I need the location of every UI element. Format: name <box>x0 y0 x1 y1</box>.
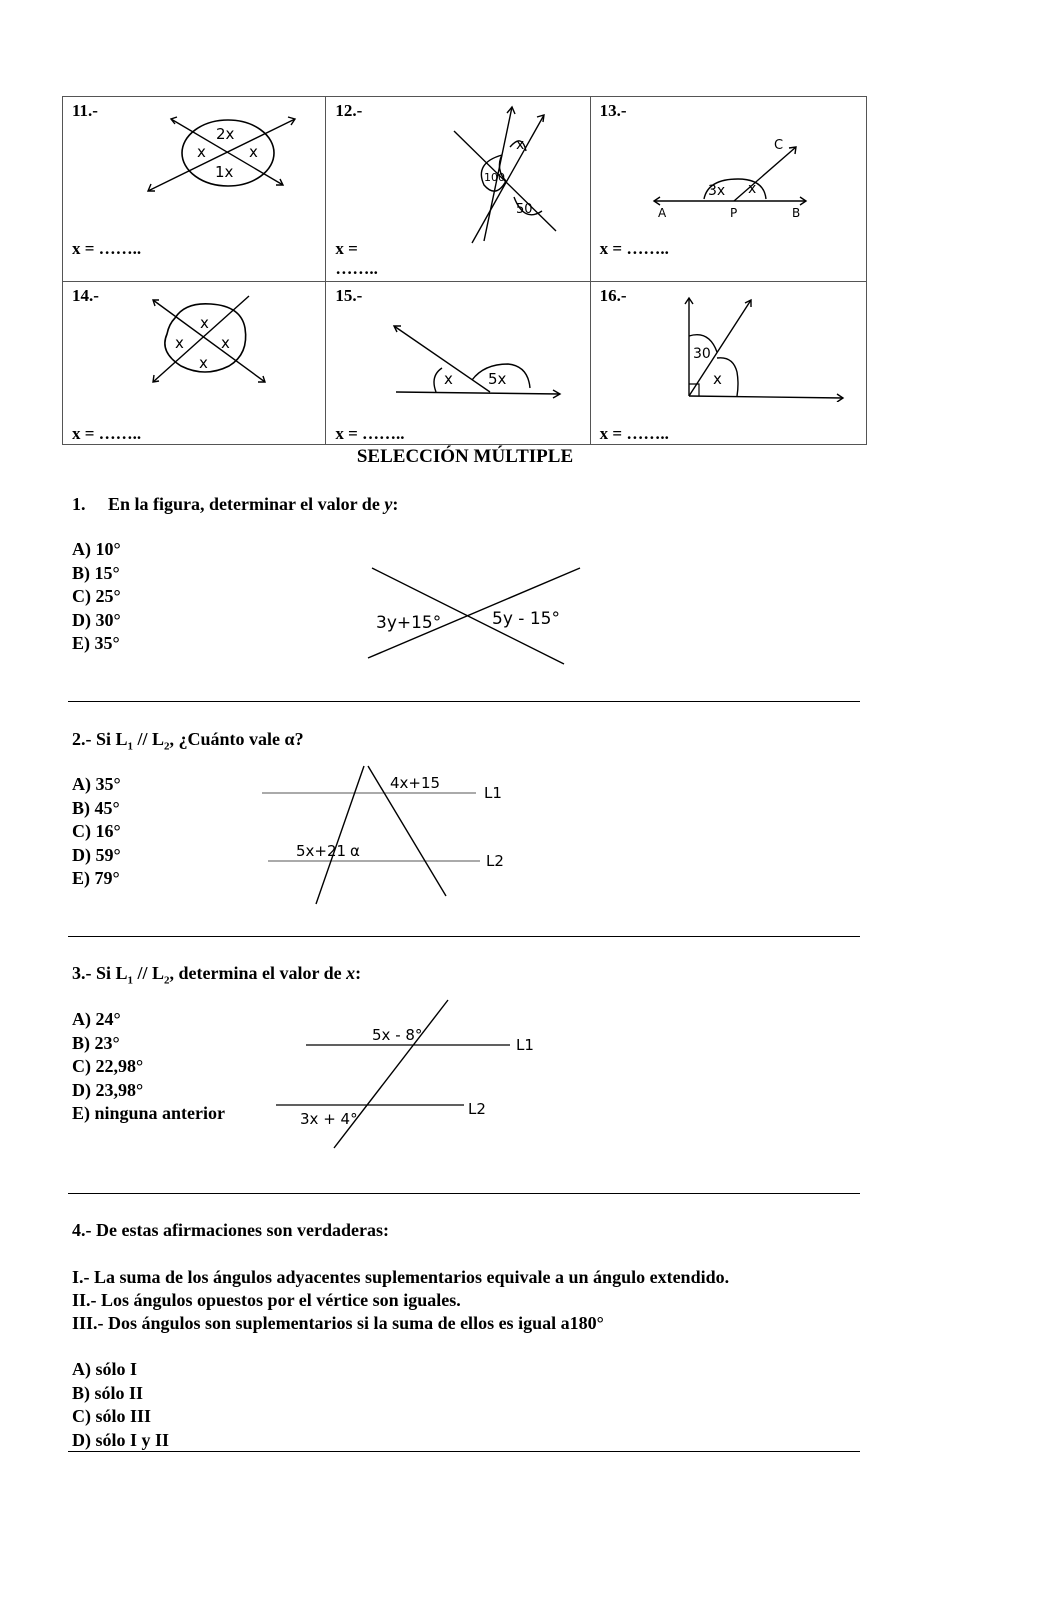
question-text: // L <box>133 729 165 749</box>
question-text: En la figura, determinar el valor de <box>108 494 385 514</box>
option: A) 35° <box>72 774 121 794</box>
subscript: 2 <box>164 974 170 987</box>
question-text: 2.- Si L <box>72 729 128 749</box>
angle-label: 4x+15 <box>390 774 441 792</box>
question-4-title: 4.- De estas afirmaciones son verdaderas: <box>72 1220 389 1240</box>
exercise-grid <box>62 96 867 445</box>
statement: II.- Los ángulos opuestos por el vértice son iguales. <box>72 1290 461 1310</box>
exercise-cell-12 <box>326 97 590 282</box>
line-label: L1 <box>484 784 502 802</box>
line-label: L2 <box>486 852 504 870</box>
answer-blank: x = …….. <box>599 239 669 258</box>
figure-three-lines-12 <box>444 103 564 248</box>
point-label: B <box>791 206 800 220</box>
question-variable: x <box>346 963 356 983</box>
question-2 <box>72 729 304 753</box>
answer-blank: x = …….. <box>599 424 669 443</box>
question-3 <box>72 963 361 987</box>
figure-q3-parallel-lines <box>270 994 550 1154</box>
angle-label: x <box>221 334 230 352</box>
exercise-number: 13.- <box>599 101 627 120</box>
figure-q2-parallel-lines <box>258 762 528 912</box>
option: B) sólo II <box>72 1382 144 1403</box>
angle-label: α <box>350 842 360 860</box>
statement: I.- La suma de los ángulos adyacentes suplementarios equivale a un ángulo extendido. <box>72 1267 730 1287</box>
figure-crossing-lines-14 <box>145 290 275 390</box>
question-variable: y <box>384 494 393 514</box>
angle-label: 5x - 8° <box>372 1026 423 1044</box>
angle-label: x <box>197 143 206 161</box>
exercise-number: 16.- <box>599 286 627 305</box>
divider <box>68 701 860 702</box>
answer-blank: x = <box>335 239 358 258</box>
angle-label: 100 <box>484 171 506 184</box>
angle-label: 30 <box>692 346 711 362</box>
answer-blank: x = …….. <box>72 424 142 443</box>
divider <box>68 1193 860 1194</box>
question-text: , determina el valor de <box>169 963 347 983</box>
angle-label: x <box>199 354 208 372</box>
option: A) 24° <box>72 1009 121 1029</box>
question-4-options <box>72 1358 169 1452</box>
figure-complementary-16 <box>681 292 851 402</box>
exercise-cell-15 <box>326 282 590 445</box>
angle-label: 3x <box>707 183 725 199</box>
angle-label: 5y - 15° <box>492 609 560 629</box>
angle-label: 50 <box>516 202 533 217</box>
option: B) 15° <box>72 562 120 583</box>
section-heading: SELECCIÓN MÚLTIPLE <box>356 446 574 467</box>
exercise-number: 14.- <box>72 286 99 305</box>
line-label: L1 <box>516 1036 534 1054</box>
angle-label: 2x <box>216 125 235 143</box>
option: C) sólo III <box>72 1406 152 1426</box>
exercise-cell-11 <box>63 97 326 282</box>
option: E) 35° <box>72 633 120 653</box>
answer-blank: x = …….. <box>72 239 142 258</box>
angle-label: 3x + 4° <box>300 1110 358 1128</box>
option: D) 59° <box>72 844 121 865</box>
subscript: 2 <box>164 740 170 753</box>
angle-label: x <box>747 181 756 197</box>
angle-label: 3y+15° <box>376 613 442 633</box>
option: D) 23,98° <box>72 1079 144 1100</box>
angle-label: 5x <box>488 370 507 388</box>
question-1-options <box>72 538 121 656</box>
answer-dots: …….. <box>335 259 378 278</box>
figure-q1-vertical-angles <box>360 560 590 670</box>
question-3-options <box>72 1008 225 1126</box>
angle-label: 5x+21 <box>296 842 347 860</box>
exercise-cell-14 <box>63 282 326 445</box>
question-text: , ¿Cuánto vale α? <box>169 729 304 749</box>
point-label: A <box>657 206 666 220</box>
exercise-number: 15.- <box>335 286 363 305</box>
question-colon: : <box>355 963 362 983</box>
question-colon: : <box>392 494 399 514</box>
option: D) sólo I y II <box>72 1429 170 1450</box>
statement: III.- Dos ángulos son suplementarios si la suma de ellos es igual a180° <box>72 1313 604 1333</box>
option: B) 23° <box>72 1032 120 1053</box>
option: C) 16° <box>72 821 121 841</box>
exercise-cell-13 <box>590 97 866 282</box>
question-2-options <box>72 773 121 891</box>
question-text: 3.- Si L <box>72 963 128 983</box>
answer-blank: x = …….. <box>335 424 405 443</box>
line-label: L2 <box>468 1100 486 1118</box>
angle-label: 1x <box>215 163 234 181</box>
exercise-number: 11.- <box>72 101 98 120</box>
divider <box>68 1451 860 1452</box>
option: A) 10° <box>72 539 121 559</box>
option: C) 22,98° <box>72 1056 144 1076</box>
angle-label: x <box>712 370 722 388</box>
figure-supplementary-15 <box>388 318 568 408</box>
option: A) sólo I <box>72 1359 138 1379</box>
angle-label: x <box>175 334 184 352</box>
question-4-statements <box>72 1266 729 1335</box>
option: D) 30° <box>72 609 121 630</box>
figure-adjacent-angles-13 <box>646 135 816 225</box>
option: E) 79° <box>72 868 120 888</box>
question-number: 1. <box>72 494 86 514</box>
figure-crossing-lines-11 <box>143 107 303 197</box>
angle-label: x <box>249 143 258 161</box>
point-label: C <box>773 138 783 153</box>
option: E) ninguna anterior <box>72 1103 226 1123</box>
divider <box>68 936 860 937</box>
angle-label: x <box>444 370 454 388</box>
exercise-cell-16 <box>590 282 866 445</box>
subscript: 1 <box>127 974 134 987</box>
subscript: 1 <box>127 740 134 753</box>
point-label: P <box>729 206 737 220</box>
option: C) 25° <box>72 586 121 606</box>
question-1 <box>72 494 398 515</box>
question-text: // L <box>133 963 165 983</box>
exercise-number: 12.- <box>335 101 363 120</box>
angle-label: x <box>200 314 209 332</box>
option: B) 45° <box>72 797 120 818</box>
angle-label: x <box>516 137 525 153</box>
